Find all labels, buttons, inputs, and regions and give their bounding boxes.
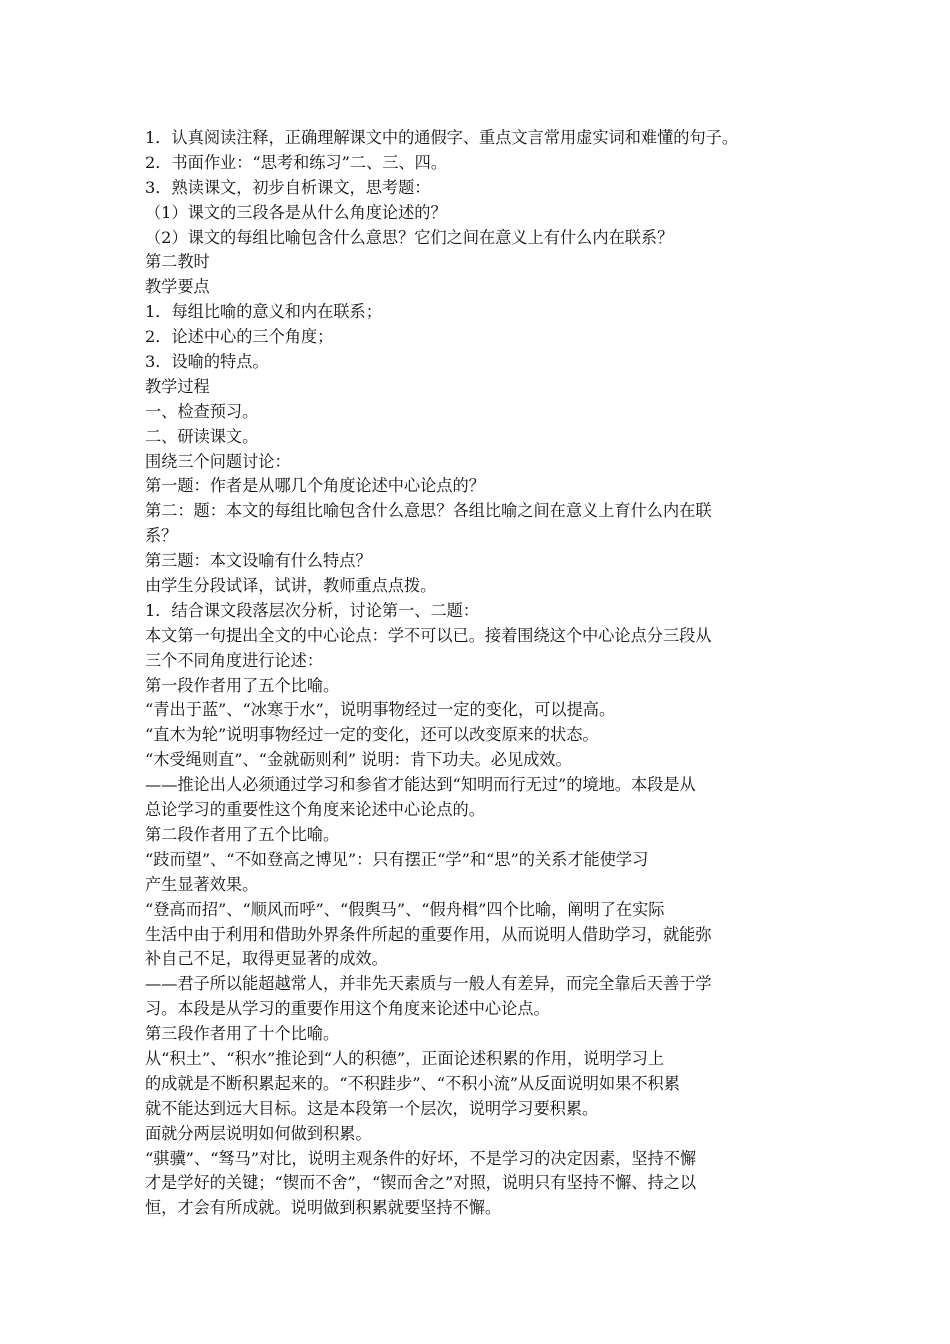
text-line: 生活中由于利用和借助外界条件所起的重要作用，从而说明人借助学习，就能弥	[145, 924, 712, 944]
text-line: 的成就是不断积累起来的。“不积跬步”、“不积小流”从反面说明如果不积累	[145, 1073, 680, 1093]
text-line: 3．设喻的特点。	[145, 352, 269, 372]
text-line: 一、检查预习。	[145, 401, 259, 421]
text-line: 第三题：本文设喻有什么特点？	[145, 551, 372, 571]
text-line: 就不能达到远大目标。这是本段第一个层次，说明学习要积累。	[145, 1098, 599, 1118]
text-line: 第二：题：本文的每组比喻包含什么意思？各组比喻之间在意义上育什么内在联	[145, 501, 712, 521]
text-line: 补自己不足，取得更显著的成效。	[145, 949, 388, 969]
text-line: 才是学好的关键；“锲而不舍”，“锲而舍之”对照，说明只有坚持不懈、持之以	[145, 1173, 697, 1193]
text-line: 第二段作者用了五个比喻。	[145, 824, 340, 844]
text-line: 从“积土”、“积水”推论到“人的积德”，正面论述积累的作用，说明学习上	[145, 1048, 665, 1068]
text-line: 2．书面作业：“思考和练习”二、三、四。	[145, 152, 448, 172]
text-line: 第二教时	[145, 252, 210, 272]
text-line: 本文第一句提出全文的中心论点：学不可以已。接着围绕这个中心论点分三段从	[145, 625, 712, 645]
text-line: 围绕三个问题讨论：	[145, 451, 291, 471]
text-line: 恒，才会有所成就。说明做到积累就要坚持不懈。	[145, 1198, 502, 1218]
text-line: 系？	[145, 526, 178, 546]
text-line: 第一段作者用了五个比喻。	[145, 675, 340, 695]
text-line: 二、研读课文。	[145, 426, 259, 446]
text-line: 由学生分段试译，试讲，教师重点点拨。	[145, 576, 437, 596]
text-line: ——推论出人必须通过学习和参省才能达到“知明而行无过”的境地。本段是从	[145, 775, 696, 795]
text-line: （2）课文的每组比喻包含什么意思？它们之间在意义上有什么内在联系？	[145, 227, 674, 247]
text-line: 习。本段是从学习的重要作用这个角度来论述中心论点。	[145, 999, 550, 1019]
text-line: 教学过程	[145, 376, 210, 396]
text-line: 1．结合课文段落层次分析，讨论第一、二题：	[145, 600, 480, 620]
text-line: “木受绳则直”、“金就砺则利” 说明：肯下功夫。必见成效。	[145, 750, 572, 770]
text-line: 2．论述中心的三个角度；	[145, 327, 334, 347]
text-line: 1．每组比喻的意义和内在联系；	[145, 302, 382, 322]
text-line: 3．熟读课文，初步自析课文，思考题：	[145, 177, 431, 197]
text-line: “青出于蓝”、“冰寒于水”，说明事物经过一定的变化，可以提高。	[145, 700, 616, 720]
text-line: “登高而招”、“顺风而呼”、“假舆马”、“假舟楫”四个比喻，阐明了在实际	[145, 899, 665, 919]
text-line: “直木为轮”说明事物经过一定的变化，还可以改变原来的状态。	[145, 725, 599, 745]
text-line: 总论学习的重要性这个角度来论述中心论点的。	[145, 800, 485, 820]
text-line: ——君子所以能超越常人，并非先天素质与一般人有差异，而完全靠后天善于学	[145, 974, 712, 994]
text-line: 1．认真阅读注释，正确理解课文中的通假字、重点文言常用虚实词和难懂的句子。	[145, 128, 739, 147]
text-line: “跂而望”、“不如登高之博见”：只有摆正“学”和“思”的关系才能使学习	[145, 849, 649, 869]
text-line: “骐骥”、“驽马”对比，说明主观条件的好坏，不是学习的决定因素，坚持不懈	[145, 1148, 697, 1168]
text-line: 第三段作者用了十个比喻。	[145, 1024, 340, 1044]
text-line: 教学要点	[145, 277, 210, 297]
text-line: 面就分两层说明如何做到积累。	[145, 1123, 372, 1143]
text-line: 三个不同角度进行论述：	[145, 650, 324, 670]
document-page	[145, 126, 825, 1221]
text-line: 产生显著效果。	[145, 874, 259, 894]
text-line: （1）课文的三段各是从什么角度论述的？	[145, 202, 447, 222]
text-line: 第一题：作者是从哪几个角度论述中心论点的？	[145, 476, 485, 496]
